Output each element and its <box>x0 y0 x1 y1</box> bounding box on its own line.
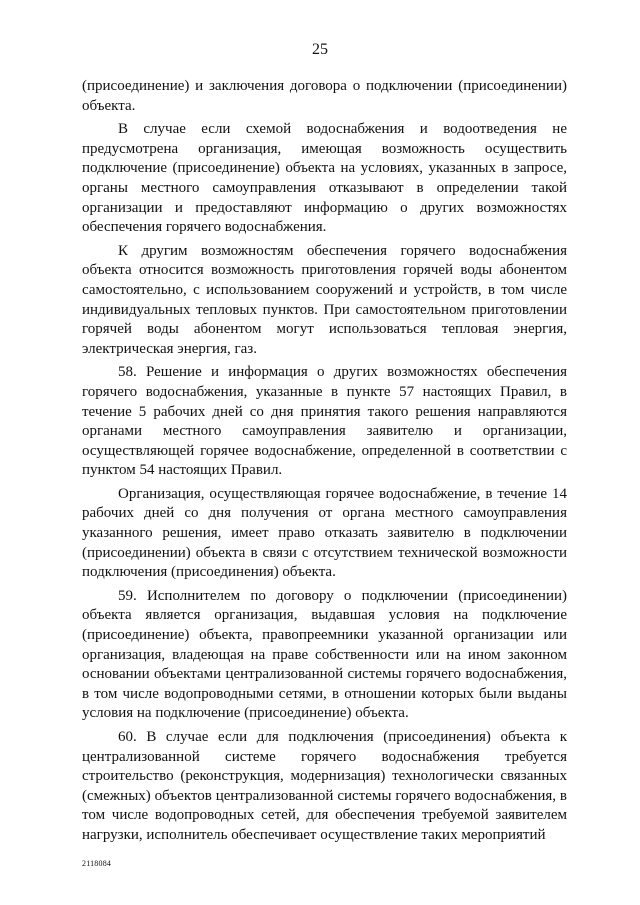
document-code: 2118084 <box>82 859 112 868</box>
page-number: 25 <box>312 41 328 58</box>
paragraph-item-60: 60. В случае если для подключения (присоединения) объекта к централизованной системе горячего водоснабжения требуется строительство (реконструкция, модернизация) технологически связанных (смежных) объектов централизованной системы горячего водоснабжения, в том числе водопроводных сетей, для обеспечения требуемой заявителем нагрузки, исполнитель обеспечивает осуществление таких мероприятий <box>82 729 567 843</box>
document-body <box>82 77 567 850</box>
paragraph: В случае если схемой водоснабжения и водоотведения не предусмотрена организация, имеющая возможность осуществить подключение (присоединение) объекта на условиях, указанных в запросе, органы местного самоуправления отказывают в определении такой организации и предоставляют информацию о других возможностях обеспечения горячего водоснабжения. <box>82 121 567 236</box>
paragraph: Организация, осуществляющая горячее водоснабжение, в течение 14 рабочих дней со дня получения от органа местного самоуправления указанного решения, имеет право отказать заявителю в подключении (присоединении) объекта в связи с отсутствием технической возможности подключения (присоединения) объекта. <box>82 485 567 581</box>
paragraph-continuation: (присоединение) и заключения договора о подключении (присоединении) объекта. <box>82 78 567 114</box>
paragraph-item-59: 59. Исполнителем по договору о подключении (присоединении) объекта является организация, выдавшая условия на подключение (присоединение) объекта, правопреемники указанной организации или организация, владеющая на праве собственности или на ином законном основании объектами централизованной системы горячего водоснабжения, в том числе водопроводными сетями, в отношении которых были выданы условия на подключение (присоединение) объекта. <box>82 587 567 722</box>
paragraph: К другим возможностям обеспечения горячего водоснабжения объекта относится возможность приготовления горячей воды абонентом самостоятельно, с использованием сооружений и устройств, в том числе индивидуальных тепловых пунктов. При самостоятельном приготовлении горячей воды абонентом могут использоваться тепловая энергия, электрическая энергия, газ. <box>82 242 567 357</box>
paragraph-item-58: 58. Решение и информация о других возможностях обеспечения горячего водоснабжения, указанные в пункте 57 настоящих Правил, в течение 5 рабочих дней со дня принятия такого решения направляются органами местного самоуправления заявителю и организации, осуществляющей горячее водоснабжение, определенной в соответствии с пунктом 54 настоящих Правил. <box>82 364 567 479</box>
